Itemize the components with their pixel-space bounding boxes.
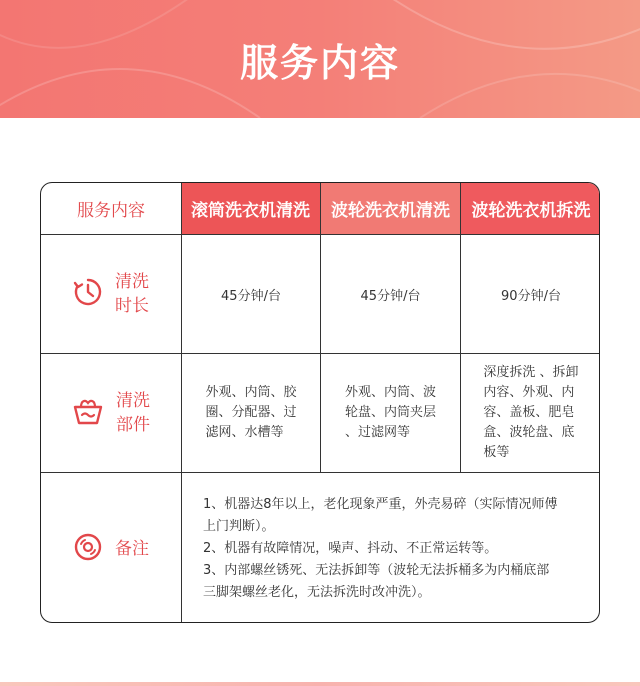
parts-col-2 xyxy=(321,354,460,472)
row-parts-label xyxy=(116,389,150,437)
parts-text xyxy=(483,363,578,463)
header-label: 服务内容 xyxy=(77,201,145,221)
row-duration-label-line1: 清洗 xyxy=(115,272,149,292)
parts-line: 圈、分配器、过 xyxy=(205,405,297,420)
duration-col-1 xyxy=(182,235,320,353)
parts-line: 轮盘、内筒夹层 xyxy=(344,405,436,420)
duration-value: 90分钟/台 xyxy=(501,288,561,304)
row-parts-label-line2: 部件 xyxy=(116,415,150,435)
parts-col-1 xyxy=(182,354,320,472)
parts-line: 滤网、水槽等 xyxy=(205,425,284,440)
disc-icon xyxy=(73,532,103,566)
header-banner xyxy=(0,0,640,118)
header-col-2 xyxy=(321,183,460,234)
washing-basin-icon xyxy=(72,396,104,430)
service-table xyxy=(40,182,600,623)
header-col-3-label: 波轮洗衣机拆洗 xyxy=(471,201,591,221)
row-parts-head xyxy=(41,354,181,472)
duration-col-2 xyxy=(321,235,460,353)
parts-line: 盒、波轮盘、底 xyxy=(483,425,575,440)
note-line: 1、机器达8年以上，老化现象严重，外壳易碎（实际情况师傅 xyxy=(203,496,558,512)
parts-line: 外观、内筒、波 xyxy=(344,385,436,400)
parts-text xyxy=(345,383,436,443)
note-line: 3、内部螺丝锈死、无法拆卸等（波轮无法拆桶多为内桶底部 xyxy=(203,562,550,578)
parts-line: 外观、内筒、胶 xyxy=(205,385,297,400)
row-duration-label xyxy=(115,270,149,318)
footer-divider xyxy=(0,682,640,686)
note-line: 2、机器有故障情况，噪声、抖动、不正常运转等。 xyxy=(203,540,498,556)
duration-value: 45分钟/台 xyxy=(360,288,421,304)
parts-line: 板等 xyxy=(483,445,510,460)
notes-text xyxy=(203,494,558,604)
header-col-1 xyxy=(181,183,320,234)
note-line: 三脚架螺丝老化，无法拆洗时改冲洗）。 xyxy=(203,584,431,600)
header-col-1-label: 滚筒洗衣机清洗 xyxy=(191,201,310,221)
clock-icon xyxy=(73,277,103,311)
parts-line: 、过滤网等 xyxy=(344,425,410,440)
page-title: 服务内容 xyxy=(239,41,400,85)
parts-col-3 xyxy=(461,354,600,472)
header-label-cell xyxy=(41,183,181,234)
parts-line: 内容、外观、内 xyxy=(483,385,575,400)
row-notes-head xyxy=(41,473,181,623)
header-col-2-label: 波轮洗衣机清洗 xyxy=(331,201,450,221)
duration-col-3 xyxy=(461,235,600,353)
notes-cell xyxy=(182,473,600,623)
row-parts-label-line1: 清洗 xyxy=(116,391,150,411)
row-duration-label-line2: 时长 xyxy=(115,296,149,316)
row-duration-head xyxy=(41,235,181,353)
parts-line: 深度拆洗 、拆卸 xyxy=(483,365,579,380)
duration-value: 45分钟/台 xyxy=(221,288,281,304)
parts-line: 容、盖板、肥皂 xyxy=(483,405,575,420)
row-notes-label: 备注 xyxy=(115,538,149,559)
note-line: 上门判断）。 xyxy=(203,518,275,534)
parts-text xyxy=(205,383,296,443)
header-col-3 xyxy=(461,183,600,234)
